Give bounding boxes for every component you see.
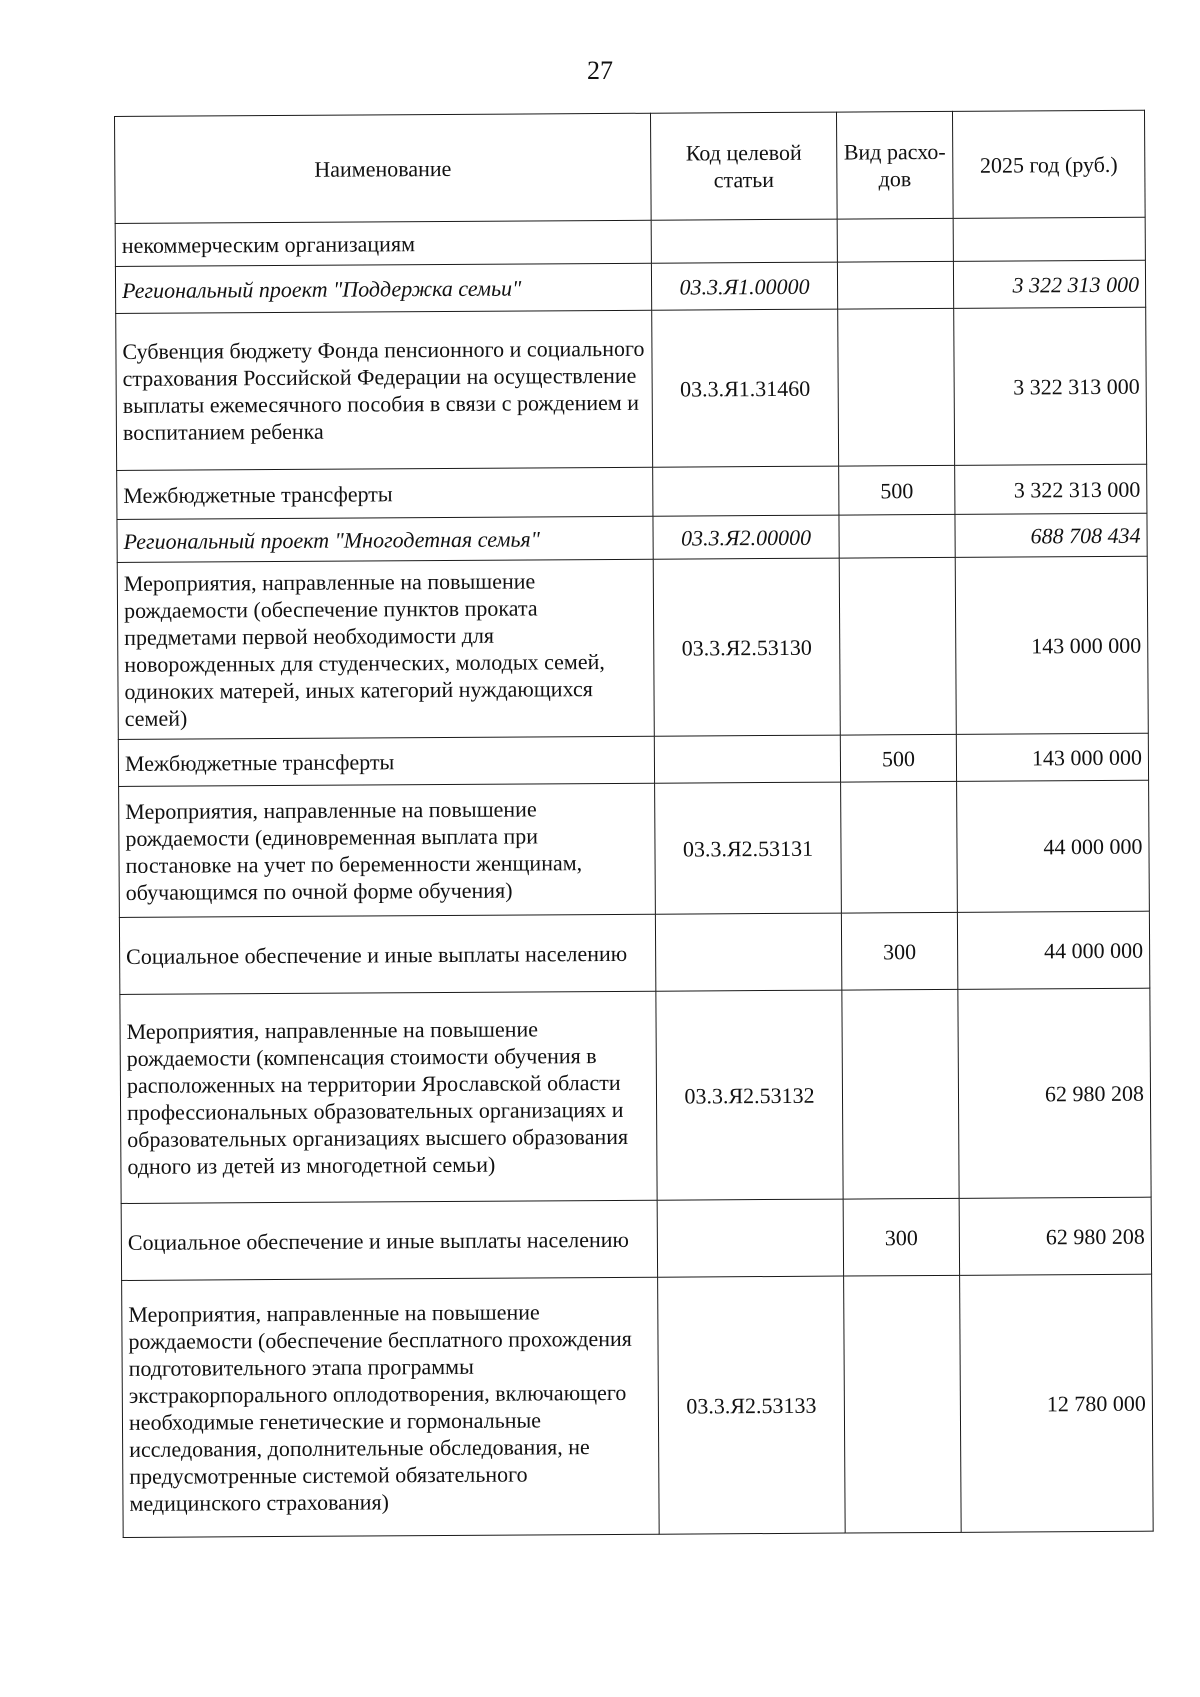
row-code: 03.3.Я2.53130 [653, 558, 840, 736]
row-name: Социальное обеспечение и иные выплаты населению [119, 914, 655, 994]
row-type: 500 [840, 734, 956, 782]
row-code [654, 735, 840, 783]
row-sum: 62 980 208 [959, 1197, 1151, 1275]
row-code: 03.3.Я1.31460 [652, 309, 839, 467]
row-type: 300 [843, 1198, 959, 1276]
row-code [657, 1199, 843, 1277]
table-row [118, 733, 1148, 786]
row-sum: 3 322 313 000 [955, 464, 1147, 514]
row-type [839, 557, 956, 735]
row-name: Региональный проект "Поддержка семьи" [115, 263, 651, 313]
row-code: 03.3.Я2.00000 [653, 515, 839, 559]
row-sum: 688 708 434 [955, 513, 1147, 557]
header-type: Вид расхо-дов [836, 111, 953, 219]
budget-table [114, 110, 1154, 1538]
table-row [116, 307, 1147, 470]
row-code: 03.3.Я2.53133 [658, 1276, 846, 1534]
row-type [844, 1275, 962, 1533]
row-code [653, 466, 839, 516]
table-row [121, 1197, 1151, 1280]
row-type [842, 989, 959, 1199]
table-row [122, 1274, 1154, 1537]
table-row [117, 513, 1147, 562]
row-name: Мероприятия, направленные на повышение рождаемости (единовременная выплата при постановке на учет по беременности женщинам, обучающимся по очной форме обучения) [119, 783, 656, 917]
row-sum: 3 322 313 000 [953, 260, 1145, 308]
row-name: Мероприятия, направленные на повышение рождаемости (компенсация стоимости обучения в расположенных на территории Ярославской области профессиональных образовательных организациях и образовательных организациях высшего образования одного из детей из многодетной семьи) [120, 991, 657, 1203]
row-type [841, 781, 958, 913]
row-name: Межбюджетные трансферты [117, 467, 653, 519]
row-code [655, 913, 841, 991]
row-name: Социальное обеспечение и иные выплаты населению [121, 1200, 657, 1280]
row-sum [953, 217, 1145, 261]
row-sum: 143 000 000 [955, 556, 1148, 734]
row-sum: 62 980 208 [958, 988, 1151, 1198]
row-sum: 3 322 313 000 [954, 307, 1147, 465]
row-sum: 12 780 000 [960, 1274, 1154, 1532]
row-name: некоммерческим организациям [115, 220, 651, 266]
row-type: 300 [841, 912, 957, 990]
row-code: 03.3.Я2.53132 [656, 990, 843, 1200]
row-type [837, 218, 953, 262]
header-sum: 2025 год (руб.) [952, 110, 1145, 218]
row-name: Региональный проект "Многодетная семья" [117, 516, 653, 562]
table-header-row [115, 110, 1146, 223]
row-name: Мероприятия, направленные на повышение рождаемости (обеспечение бесплатного прохождения подготовительного этапа программы экстракорпорального оплодотворения, включающего необходимые генетические и гормональные исследования, дополнительные обследования, не предусмотренные системой обязательного медицинского страхования) [122, 1277, 660, 1537]
row-type [837, 261, 953, 309]
row-type [838, 308, 955, 466]
table-row [115, 260, 1145, 313]
row-name: Субвенция бюджету Фонда пенсионного и социального страхования Российской Федерации на осуществление выплаты ежемесячного пособия в связи с рождением и воспитанием ребенка [116, 310, 653, 470]
row-sum: 44 000 000 [957, 911, 1149, 989]
row-sum: 143 000 000 [956, 733, 1148, 781]
row-type [839, 514, 955, 558]
table-row [117, 556, 1148, 739]
table-row [115, 217, 1145, 266]
header-name: Наименование [115, 113, 652, 223]
row-sum: 44 000 000 [957, 780, 1150, 912]
row-name: Межбюджетные трансферты [118, 736, 654, 786]
table-row [117, 464, 1147, 519]
table-row [120, 988, 1151, 1203]
header-code: Код целевой статьи [650, 112, 837, 220]
page-number: 27 [587, 56, 613, 85]
row-type: 500 [839, 465, 955, 515]
table-row [119, 780, 1150, 917]
row-code: 03.3.Я1.00000 [651, 262, 837, 310]
row-name: Мероприятия, направленные на повышение рождаемости (обеспечение пунктов проката предметами первой необходимости для новорожденных для студенческих, молодых семей, одиноких матерей, иных категорий нуждающихся семей) [117, 559, 654, 739]
row-code: 03.3.Я2.53131 [655, 782, 842, 914]
row-code [651, 219, 837, 263]
table-row [119, 911, 1149, 994]
